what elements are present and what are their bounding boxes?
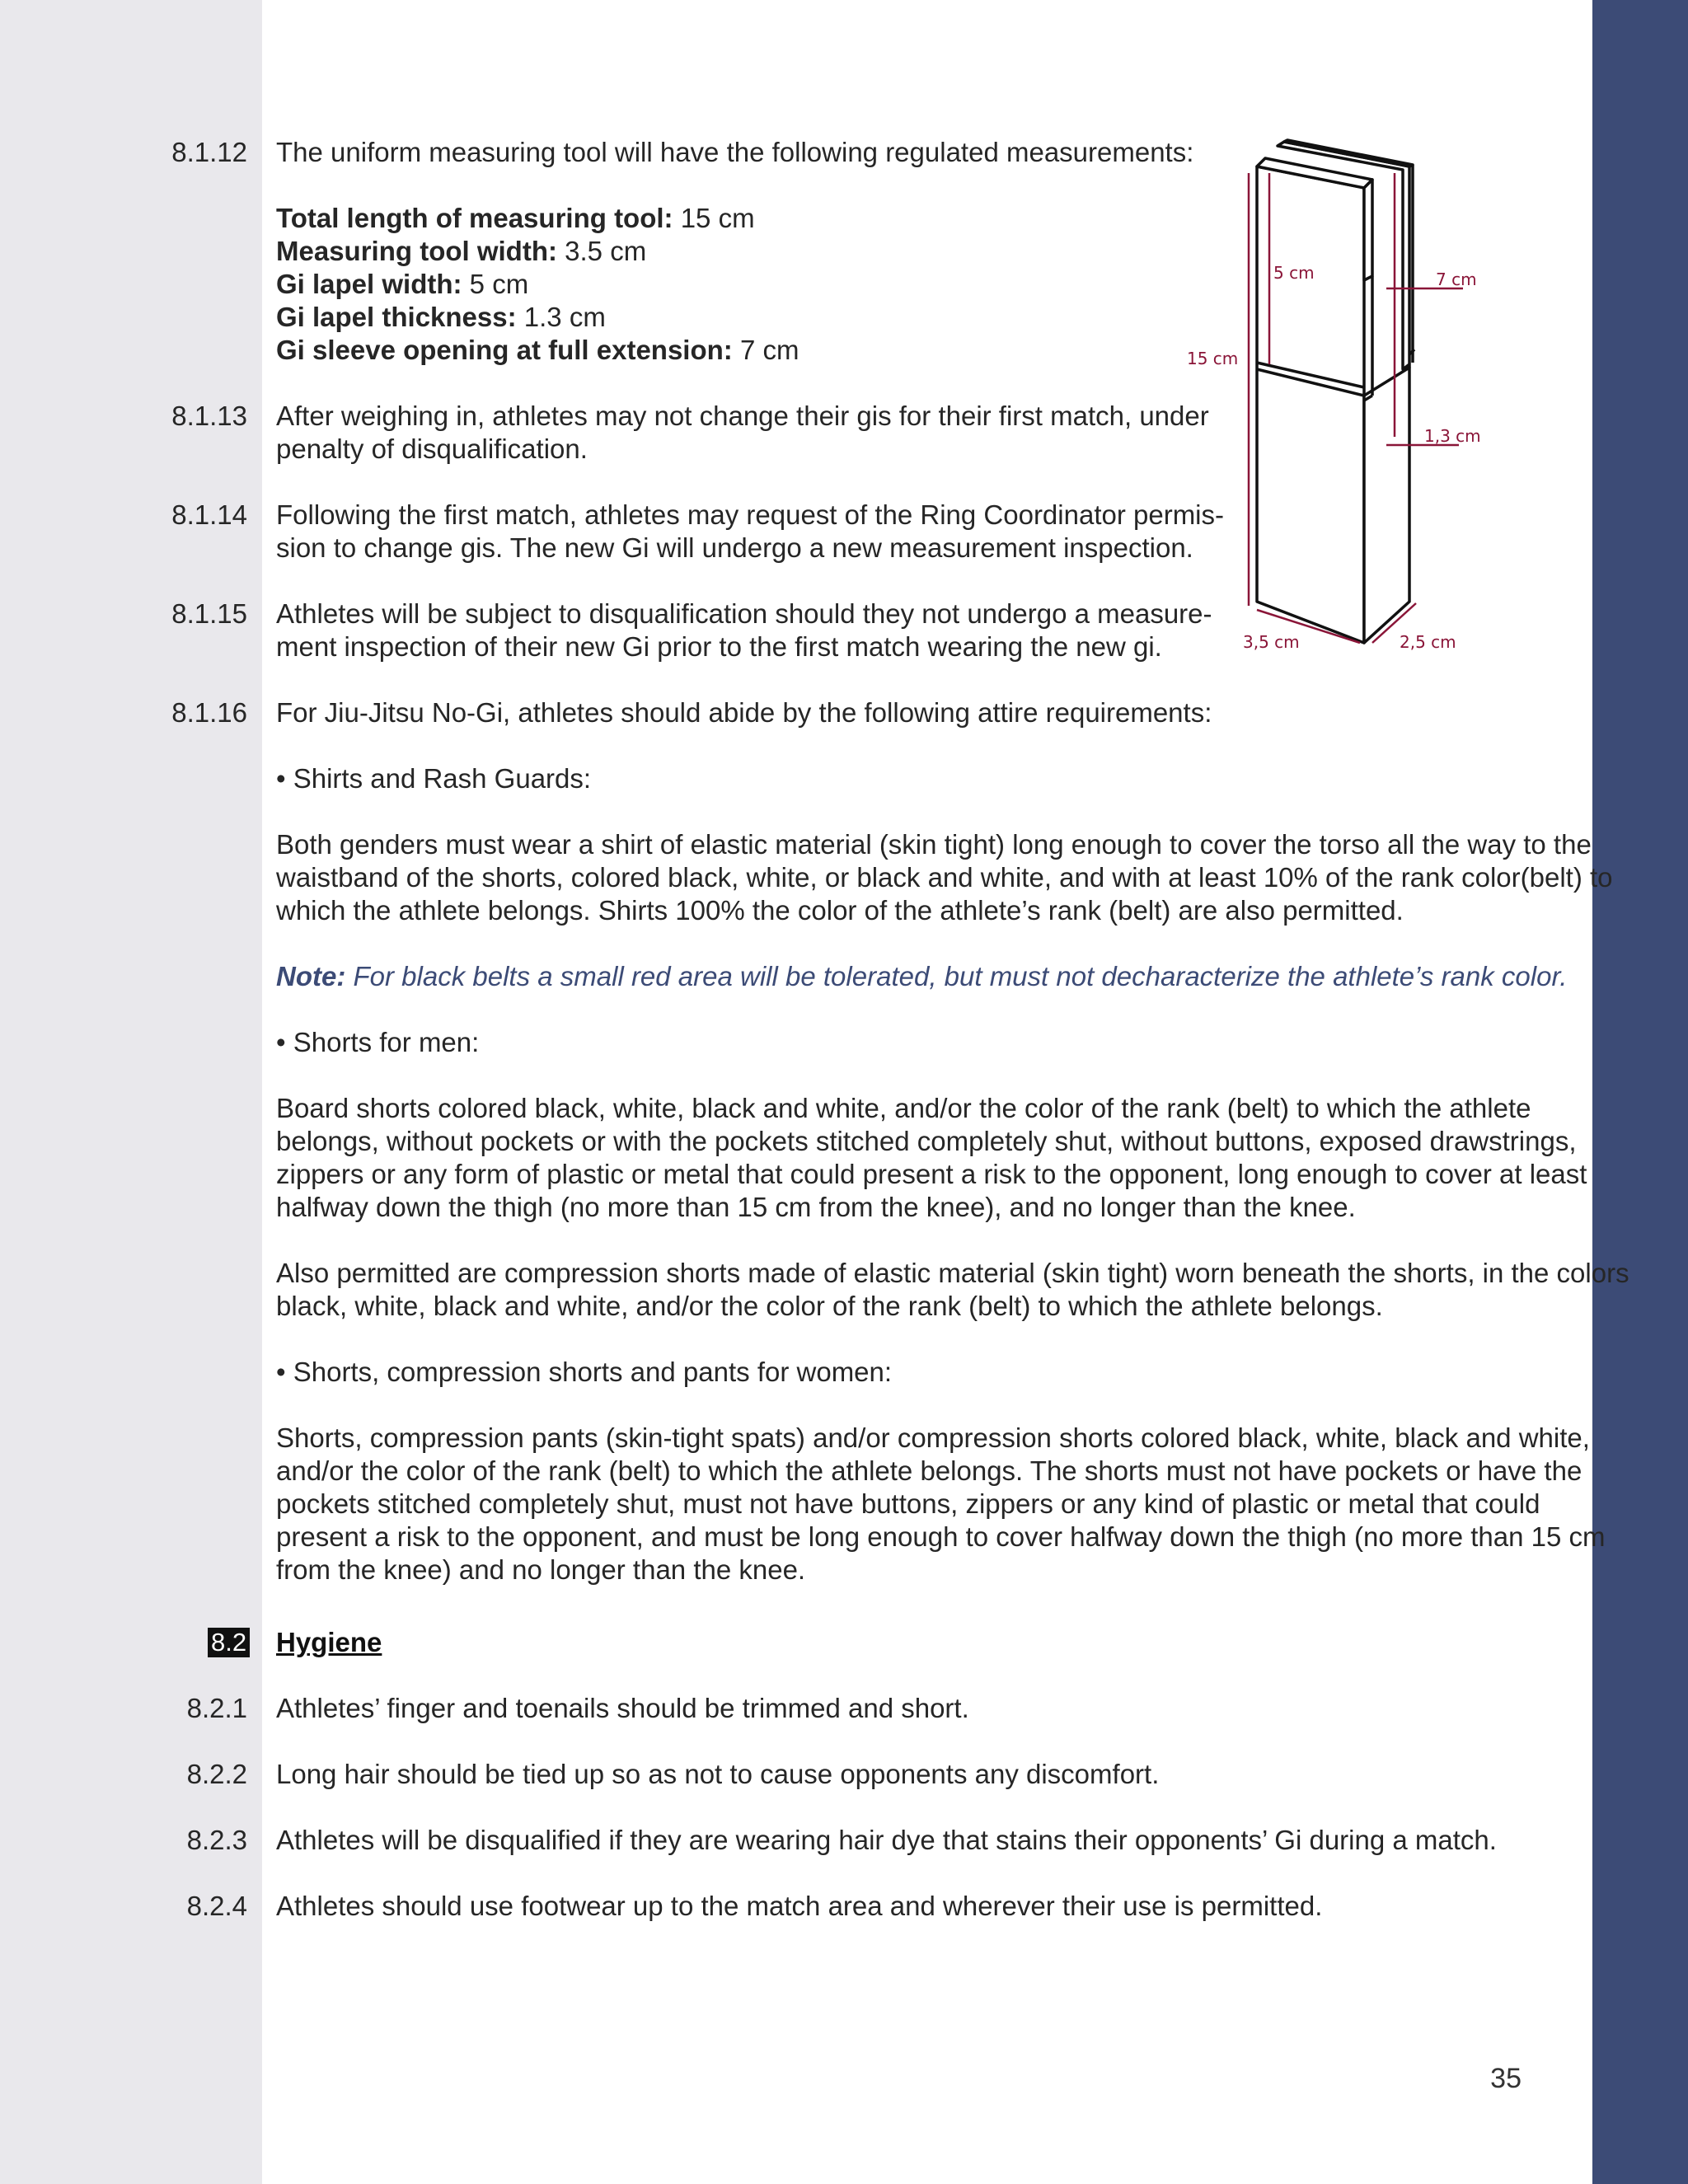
measurement-label: Gi sleeve opening at full extension: — [276, 335, 733, 365]
paragraph-line: Shorts, compression pants (skin-tight spats) and/or compression shorts colored black, white, black and white, — [276, 1422, 1590, 1453]
dimension-label-total-length: 15 cm — [1187, 349, 1239, 368]
measurement-label: Gi lapel thickness: — [276, 302, 517, 332]
section-number: 8.2.3 — [186, 1825, 247, 1855]
measurement-item — [276, 301, 606, 334]
dimension-label-sleeve-opening: 7 cm — [1436, 269, 1477, 289]
paragraph-line: Board shorts colored black, white, black and white, and/or the color of the rank (belt) to which the athlete — [276, 1093, 1531, 1123]
bullet-heading: • Shorts for men: — [276, 1027, 480, 1057]
paragraph-line: zippers or any form of plastic or metal that could present a risk to the opponent, long enough to cover at least — [276, 1159, 1587, 1189]
section-number: 8.2.1 — [186, 1693, 247, 1723]
paragraph-line: Both genders must wear a shirt of elastic material (skin tight) long enough to cover the torso all the way to the — [276, 829, 1592, 860]
section-number: 8.1.13 — [171, 401, 247, 431]
section-number: 8.1.15 — [171, 598, 247, 629]
paragraph: Long hair should be tied up so as not to cause opponents any discomfort. — [276, 1759, 1160, 1789]
measurement-item — [276, 268, 528, 301]
paragraph: Athletes will be disqualified if they are wearing hair dye that stains their opponents’ Gi during a match. — [276, 1825, 1497, 1855]
measurement-value: 1.3 cm — [516, 302, 606, 332]
paragraph-line: After weighing in, athletes may not change their gis for their first match, under — [276, 401, 1209, 431]
measurement-item — [276, 334, 799, 367]
paragraph-line: from the knee) and no longer than the knee. — [276, 1554, 806, 1585]
dimension-label-lapel-width: 5 cm — [1273, 263, 1315, 283]
dimension-label-lapel-thickness: 1,3 cm — [1424, 426, 1481, 446]
page-number: 35 — [1490, 2063, 1522, 2094]
section-number: 8.1.16 — [171, 697, 247, 728]
measurement-value: 15 cm — [673, 203, 755, 233]
note-text: For black belts a small red area will be tolerated, but must not decharacterize the athlete’s rank color. — [345, 961, 1568, 991]
paragraph-line: belongs, without pockets or with the pockets stitched completely shut, without buttons, exposed drawstrings, — [276, 1126, 1577, 1156]
section-number: 8.1.14 — [171, 499, 247, 530]
paragraph-line: halfway down the thigh (no more than 15 cm from the knee), and no longer than the knee. — [276, 1192, 1356, 1222]
dimension-label-depth: 2,5 cm — [1400, 632, 1456, 652]
paragraph: Athletes’ finger and toenails should be trimmed and short. — [276, 1693, 969, 1723]
note — [276, 960, 1567, 993]
section-number: 8.1.12 — [171, 137, 247, 167]
paragraph-line: and/or the color of the rank (belt) to which the athlete belongs. The shorts must not have pockets or have the — [276, 1455, 1582, 1486]
paragraph-line: pockets stitched completely shut, must not have buttons, zippers or any kind of plastic or metal that could — [276, 1488, 1540, 1519]
measurement-label: Gi lapel width: — [276, 269, 462, 299]
measurement-label: Total length of measuring tool: — [276, 203, 673, 233]
section-number: 8.2.2 — [186, 1759, 247, 1789]
tool-outline — [1257, 140, 1414, 643]
section-number-badge: 8.2 — [208, 1628, 250, 1657]
measurement-label: Measuring tool width: — [276, 236, 557, 266]
paragraph-line: which the athlete belongs. Shirts 100% the color of the athlete’s rank (belt) are also permitted. — [276, 895, 1404, 926]
paragraph-line: black, white, black and white, and/or the color of the rank (belt) to which the athlete belongs. — [276, 1291, 1383, 1321]
measurement-value: 7 cm — [732, 335, 799, 365]
paragraph: Athletes should use footwear up to the match area and wherever their use is permitted. — [276, 1891, 1323, 1921]
paragraph-line: ment inspection of their new Gi prior to the first match wearing the new gi. — [276, 631, 1162, 662]
note-label: Note: — [276, 961, 346, 991]
measuring-tool-diagram — [1154, 124, 1525, 668]
measurement-item — [276, 235, 646, 268]
paragraph-line: present a risk to the opponent, and must be long enough to cover halfway down the thigh (no more than 15 cm — [276, 1521, 1606, 1552]
measurement-value: 5 cm — [462, 269, 529, 299]
right-accent-bar — [1592, 0, 1688, 2184]
bullet-heading: • Shorts, compression shorts and pants for women: — [276, 1357, 893, 1387]
section-title: Hygiene — [276, 1627, 382, 1657]
paragraph-line: waistband of the shorts, colored black, white, or black and white, and with at least 10% of the rank color(belt) to — [276, 862, 1613, 893]
dimension-label-tool-width: 3,5 cm — [1243, 632, 1300, 652]
paragraph-line: Following the first match, athletes may request of the Ring Coordinator permis- — [276, 499, 1225, 530]
paragraph: The uniform measuring tool will have the following regulated measurements: — [276, 137, 1194, 167]
paragraph-line: sion to change gis. The new Gi will undergo a new measurement inspection. — [276, 532, 1193, 563]
paragraph-line: Athletes will be subject to disqualification should they not undergo a measure- — [276, 598, 1212, 629]
measurement-value: 3.5 cm — [556, 236, 647, 266]
bullet-heading: • Shirts and Rash Guards: — [276, 763, 592, 794]
paragraph-line: Also permitted are compression shorts made of elastic material (skin tight) worn beneath the shorts, in the colors — [276, 1258, 1629, 1288]
measurement-item — [276, 202, 755, 235]
section-number: 8.2.4 — [186, 1891, 247, 1921]
paragraph: For Jiu-Jitsu No-Gi, athletes should abide by the following attire requirements: — [276, 697, 1212, 728]
paragraph-line: penalty of disqualification. — [276, 434, 588, 464]
